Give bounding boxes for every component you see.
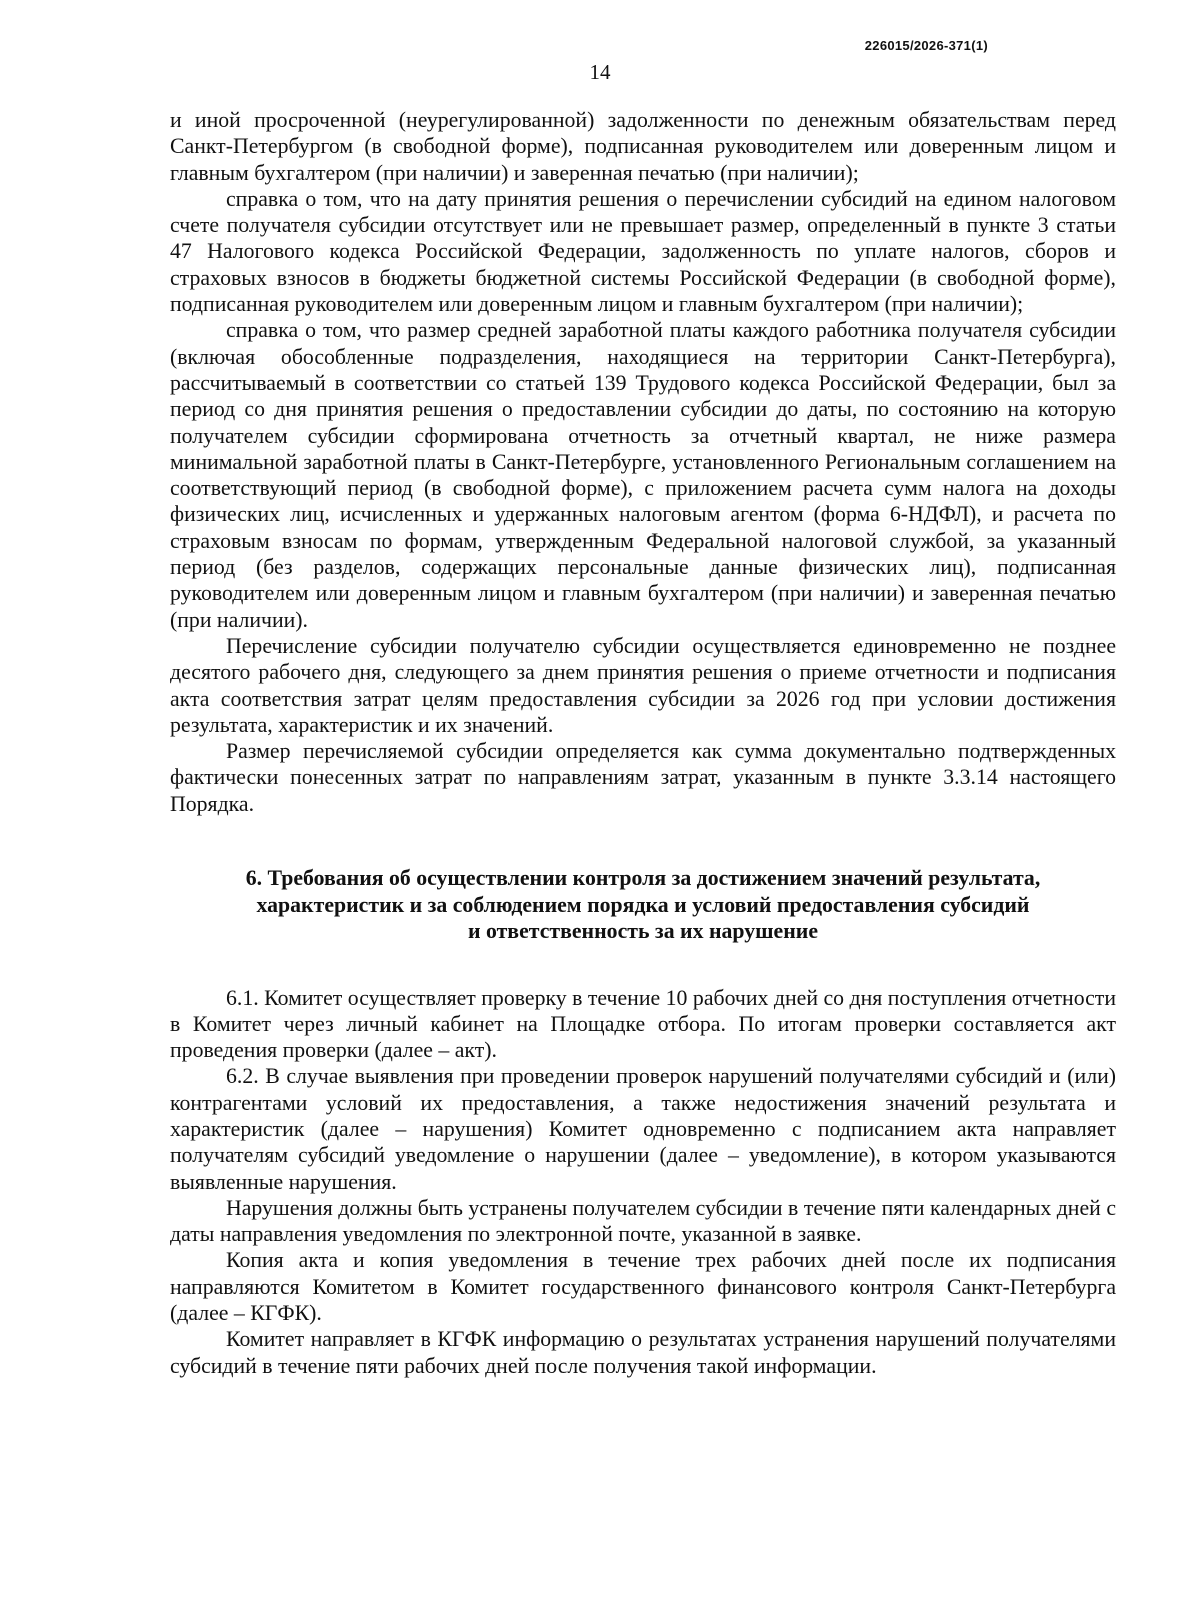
paragraph: 6.1. Комитет осуществляет проверку в течение 10 рабочих дней со дня поступления отчетности в Комитет через личный кабинет на Площадке отбора. По итогам проверки составляется акт проведения проверки (далее – акт). bbox=[170, 985, 1116, 1063]
section-heading-line: характеристик и за соблюдением порядка и условий предоставления субсидий bbox=[256, 892, 1030, 917]
section-heading bbox=[170, 865, 1116, 945]
paragraph: 6.2. В случае выявления при проведении проверок нарушений получателями субсидий и (или) контрагентами условий их предоставления, а также недостижения значений результата и характеристик (далее – нарушения) Комитет одновременно с подписанием акта направляет получателям субсидий уведомление о нарушении (далее – уведомление), в котором указываются выявленные нарушения. bbox=[170, 1064, 1116, 1194]
page-number: 14 bbox=[589, 60, 611, 84]
document-body bbox=[170, 107, 1116, 1379]
document-id: 226015/2026-371(1) bbox=[864, 38, 988, 53]
paragraph: справка о том, что на дату принятия решения о перечислении субсидий на едином налоговом счете получателя субсидии отсутствует или не превышает размер, определенный в пункте 3 статьи 47 Налогового кодекса Российской Федерации, задолженность по уплате налогов, сборов и страховых взносов в бюджеты бюджетной системы Российской Федерации (в свободной форме), подписанная руководителем или доверенным лицом и главным бухгалтером (при наличии); bbox=[170, 186, 1116, 317]
section-heading-line: и ответственность за их нарушение bbox=[467, 919, 819, 944]
paragraph: справка о том, что размер средней заработной платы каждого работника получателя субсидии (включая обособленные подразделения, находящиеся на территории Санкт-Петербурга), рассчитываемый в соответствии со статьей 139 Трудового кодекса Российской Федерации, был за период со дня принятия решения о предоставлении субсидии до даты, по состоянию на которую получателем субсидии сформирована отчетность за отчетный квартал, не ниже размера минимальной заработной платы в Санкт-Петербурге, установленного Региональным соглашением на соответствующий период (в свободной форме), с приложением расчета сумм налога на доходы физических лиц, исчисленных и удержанных налоговым агентом (форма 6-НДФЛ), и расчета по страховым взносам по формам, утвержденным Федеральной налоговой службой, за указанный период (без разделов, содержащих персональные данные физических лиц), подписанная руководителем или доверенным лицом и главным бухгалтером (при наличии) и заверенная печатью (при наличии). bbox=[170, 318, 1116, 632]
paragraph: Комитет направляет в КГФК информацию о результатах устранения нарушений получателями субсидий в течение пяти рабочих дней после получения такой информации. bbox=[170, 1327, 1116, 1378]
paragraph: Размер перечисляемой субсидии определяется как сумма документально подтвержденных фактически понесенных затрат по направлениям затрат, указанным в пункте 3.3.14 настоящего Порядка. bbox=[170, 739, 1116, 816]
section-heading-line: 6. Требования об осуществлении контроля за достижением значений результата, bbox=[245, 866, 1041, 891]
paragraph: Нарушения должны быть устранены получателем субсидии в течение пяти календарных дней с даты направления уведомления по электронной почте, указанной в заявке. bbox=[170, 1195, 1116, 1247]
paragraph: Копия акта и копия уведомления в течение трех рабочих дней после их подписания направляются Комитетом в Комитет государственного финансового контроля Санкт-Петербурга (далее – КГФК). bbox=[170, 1248, 1116, 1326]
paragraph: и иной просроченной (неурегулированной) задолженности по денежным обязательствам перед Санкт-Петербургом (в свободной форме), подписанная руководителем или доверенным лицом и главным бухгалтером (при наличии) и заверенная печатью (при наличии); bbox=[170, 108, 1116, 185]
paragraph: Перечисление субсидии получателю субсидии осуществляется единовременно не позднее десятого рабочего дня, следующего за днем принятия решения о приеме отчетности и подписания акта соответствия затрат целям предоставления субсидии за 2026 год при условии достижения результата, характеристик и их значений. bbox=[170, 633, 1116, 737]
